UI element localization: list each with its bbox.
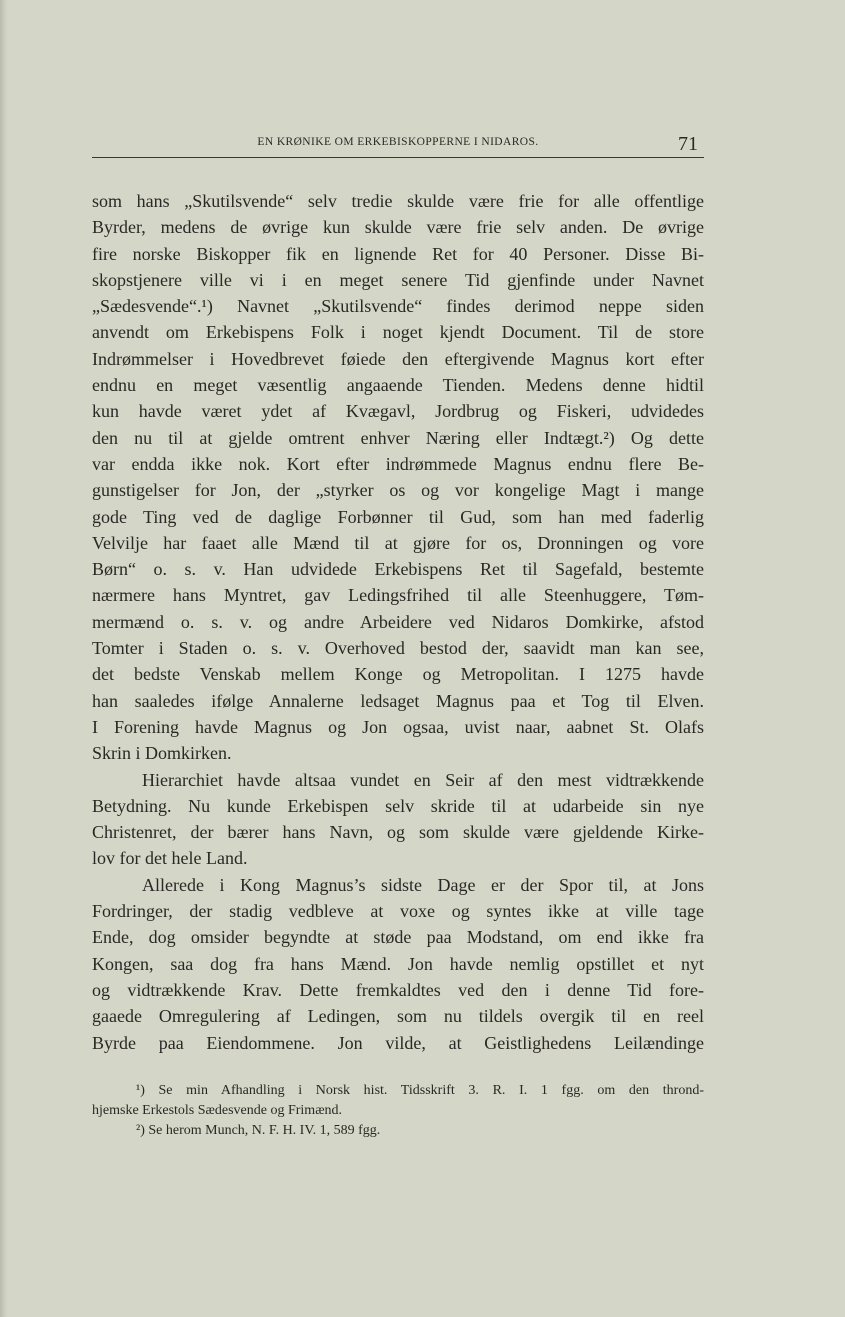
text-line: Christenret, der bærer hans Navn, og som skulde være gjeldende Kirke- [92, 822, 704, 843]
body-text [92, 188, 704, 1056]
text-line: kun havde været ydet af Kvægavl, Jordbrug og Fiskeri, udvidedes [92, 401, 704, 422]
text-line: Velvilje har faaet alle Mænd til at gjøre for os, Dronningen og vore [92, 532, 704, 553]
text-line: Byrde paa Eiendommene. Jon vilde, at Geistlighedens Leilændinge [92, 1032, 704, 1053]
text-line: „Sædesvende“.¹) Navnet „Skutilsvende“ findes derimod neppe siden [92, 296, 704, 317]
footnote-line: ²) Se herom Munch, N. F. H. IV. 1, 589 fgg. [136, 1123, 381, 1138]
text-line: som hans „Skutilsvende“ selv tredie skulde være frie for alle offentlige [92, 191, 704, 211]
text-line: Byrder, medens de øvrige kun skulde være frie selv anden. De øvrige [92, 217, 704, 238]
footnote-line: hjemske Erkestols Sædesvende og Frimænd. [92, 1103, 343, 1118]
text-line: mermænd o. s. v. og andre Arbeidere ved Nidaros Domkirke, afstod [92, 611, 704, 632]
text-line: Betydning. Nu kunde Erkebispen selv skride til at udarbeide sin nye [92, 795, 704, 816]
text-line: lov for det hele Land. [92, 848, 248, 869]
text-line: og vidtrækkende Krav. Dette fremkaldtes ved den i denne Tid fore- [92, 979, 704, 1000]
text-line: Tomter i Staden o. s. v. Overhoved bestod der, saavidt man kan see, [92, 638, 704, 659]
header-rule [92, 157, 704, 158]
footnote-line: ¹) Se min Afhandling i Norsk hist. Tidsskrift 3. R. I. 1 fgg. om den thrond- [136, 1083, 704, 1098]
running-title: EN KRØNIKE OM ERKEBISKOPPERNE I NIDAROS. [257, 136, 539, 148]
text-line: endnu en meget væsentlig angaaende Tienden. Medens denne hidtil [92, 375, 704, 396]
text-line: Fordringer, der stadig vedbleve at voxe og syntes ikke at ville tage [92, 901, 704, 922]
text-line: skopstjenere ville vi i en meget senere Tid gjenfinde under Navnet [92, 269, 704, 290]
text-line: var endda ikke nok. Kort efter indrømmede Magnus endnu flere Be- [92, 453, 704, 474]
text-line: han saaledes ifølge Annalerne ledsaget Magnus paa et Tog til Elven. [92, 690, 704, 711]
page-binding-edge [0, 0, 8, 1317]
text-line: den nu til at gjelde omtrent enhver Næring eller Indtægt.²) Og dette [92, 427, 704, 448]
footnotes [92, 1081, 704, 1141]
text-line: anvendt om Erkebispens Folk i noget kjendt Document. Til de store [92, 322, 704, 343]
text-line: Børn“ o. s. v. Han udvidede Erkebispens Ret til Sagefald, bestemte [92, 559, 704, 580]
text-line: nærmere hans Myntret, gav Ledingsfrihed til alle Steenhuggere, Tøm- [92, 585, 704, 606]
page-number: 71 [678, 133, 698, 155]
text-line: gaaede Omregulering af Ledingen, som nu tildels overgik til en reel [92, 1006, 704, 1027]
text-line: Kongen, saa dog fra hans Mænd. Jon havde nemlig opstillet et nyt [92, 953, 704, 974]
text-line: I Forening havde Magnus og Jon ogsaa, uvist naar, aabnet St. Olafs [92, 716, 704, 737]
text-line: Indrømmelser i Hovedbrevet føiede den eftergivende Magnus kort efter [92, 348, 704, 369]
text-line: gode Ting ved de daglige Forbønner til Gud, som han med faderlig [92, 506, 704, 527]
text-line: Ende, dog omsider begyndte at støde paa Modstand, om end ikke fra [92, 927, 704, 948]
text-line: det bedste Venskab mellem Konge og Metropolitan. I 1275 havde [92, 664, 704, 685]
text-line: Skrin i Domkirken. [92, 743, 232, 764]
text-line: fire norske Biskopper fik en lignende Ret for 40 Personer. Disse Bi- [92, 243, 704, 264]
text-line: Allerede i Kong Magnus’s sidste Dage er der Spor til, at Jons [142, 874, 704, 895]
text-line: gunstigelser for Jon, der „styrker os og vor kongelige Magt i mange [92, 480, 704, 501]
text-line: Hierarchiet havde altsaa vundet en Seir af den mest vidtrækkende [142, 769, 704, 790]
